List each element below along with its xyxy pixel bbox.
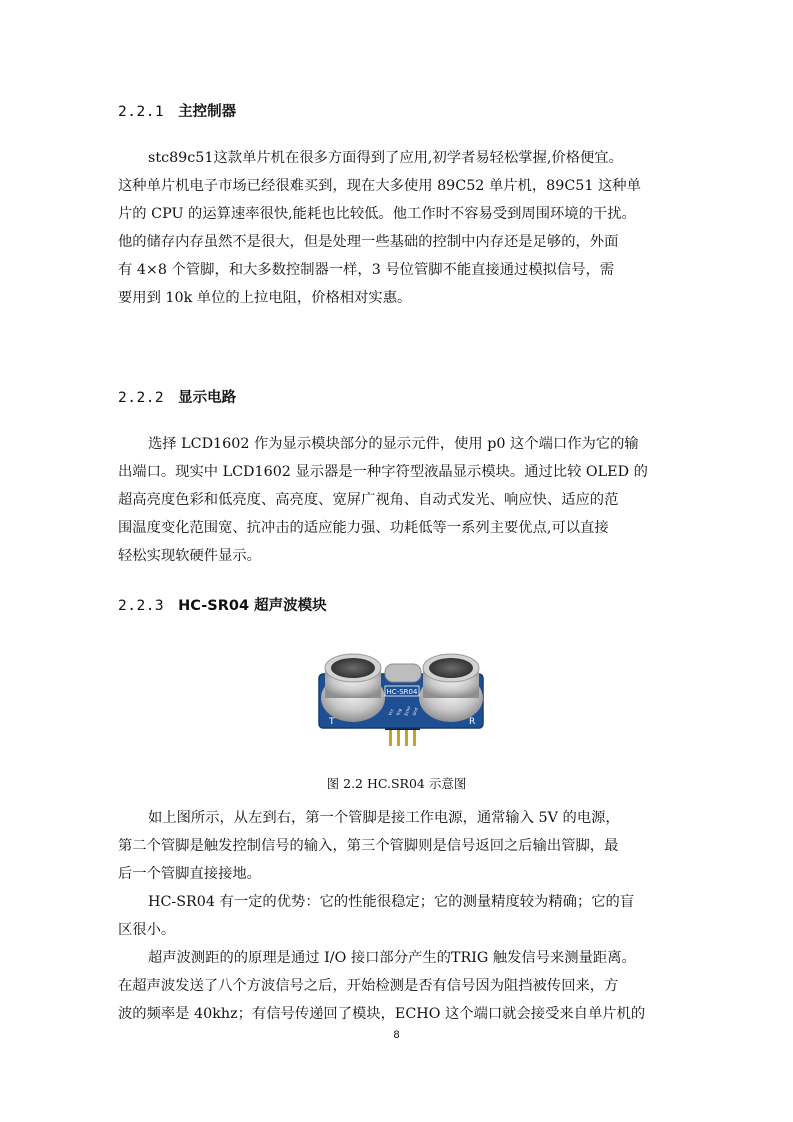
text-line: 如上图所示，从左到右，第一个管脚是接工作电源，通常输入 5V 的电源， [148, 810, 620, 826]
text-line: 波的频率是 40khz；有信号传递回了模块，ECHO 这个端口就会接受来自单片机的 [118, 1006, 646, 1022]
section-heading-2-2-3 [118, 594, 327, 615]
figure-caption: 图 2.2 HC.SR04 示意图 [326, 776, 467, 791]
text-line: 出端口。现实中 LCD1602 显示器是一种字符型液晶显示模块。通过比较 OLED 的 [118, 464, 648, 480]
transmitter-mark: T [329, 717, 335, 727]
text-line: 在超声波发送了八个方波信号之后，开始检测是否有信号因为阻挡被传回来，方 [118, 978, 619, 994]
receiver-mark: R [469, 717, 476, 727]
page-number: 8 [393, 1029, 400, 1041]
text-line: 超声波测距的的原理是通过 I/O 接口部分产生的TRIG 触发信号来测量距离。 [148, 950, 636, 966]
pin-label-trig: Trig [395, 707, 403, 717]
text-line: 片的 CPU 的运算速率很快,能耗也比较低。他工作时不容易受到周围环境的干扰。 [118, 206, 636, 222]
board-label: HC-SR04 [386, 688, 418, 696]
text-line: 围温度变化范围宽、抗冲击的适应能力强、功耗低等一系列主要优点,可以直接 [118, 520, 609, 536]
section-number: 2.2.2 [118, 390, 165, 406]
paragraph-advantages [118, 888, 678, 944]
text-line: 选择 LCD1602 作为显示模块部分的显示元件，使用 p0 这个端口作为它的输 [148, 436, 639, 452]
text-line: 超高亮度色彩和低亮度、高亮度、宽屏广视角、自动式发光、响应快、适应的范 [118, 492, 619, 508]
paragraph-main-controller [118, 144, 678, 312]
hc-sr04-module-image [305, 638, 493, 750]
text-line: 这种单片机电子市场已经很难买到，现在大多使用 89C52 单片机，89C51 这种单 [118, 178, 641, 194]
text-line: HC-SR04 有一定的优势：它的性能很稳定；它的测量精度较为精确；它的盲 [148, 894, 635, 910]
section-heading-2-2-2 [118, 386, 236, 407]
paragraph-display-circuit [118, 430, 678, 570]
section-heading-2-2-1 [118, 100, 236, 121]
section-title: 显示电路 [178, 390, 237, 406]
text-line: 要用到 10k 单位的上拉电阻，价格相对实惠。 [118, 290, 412, 306]
text-line: 区很小。 [118, 922, 176, 938]
text-line: 第二个管脚是触发控制信号的输入，第三个管脚则是信号返回之后输出管脚，最 [118, 838, 619, 854]
text-line: 后一个管脚直接接地。 [118, 866, 261, 882]
pin-label-echo: Echo [403, 705, 412, 717]
pin-label-vcc: Vcc [387, 707, 395, 717]
section-number: 2.2.3 [118, 598, 165, 614]
text-line: 有 4×8 个管脚，和大多数控制器一样，3 号位管脚不能直接通过模拟信号，需 [118, 262, 615, 278]
pin-label-gnd: Gnd [411, 706, 419, 717]
section-title: HC-SR04 超声波模块 [178, 598, 327, 614]
text-line: stc89c51这款单片机在很多方面得到了应用,初学者易轻松掌握,价格便宜。 [148, 150, 623, 166]
section-title: 主控制器 [178, 104, 237, 120]
text-line: 轻松实现软硬件显示。 [118, 548, 261, 564]
text-line: 他的储存内存虽然不是很大，但是处理一些基础的控制中内存还是足够的，外面 [118, 234, 619, 250]
section-number: 2.2.1 [118, 104, 165, 120]
paragraph-pin-description [118, 804, 678, 888]
paragraph-ranging-principle [118, 944, 678, 1028]
